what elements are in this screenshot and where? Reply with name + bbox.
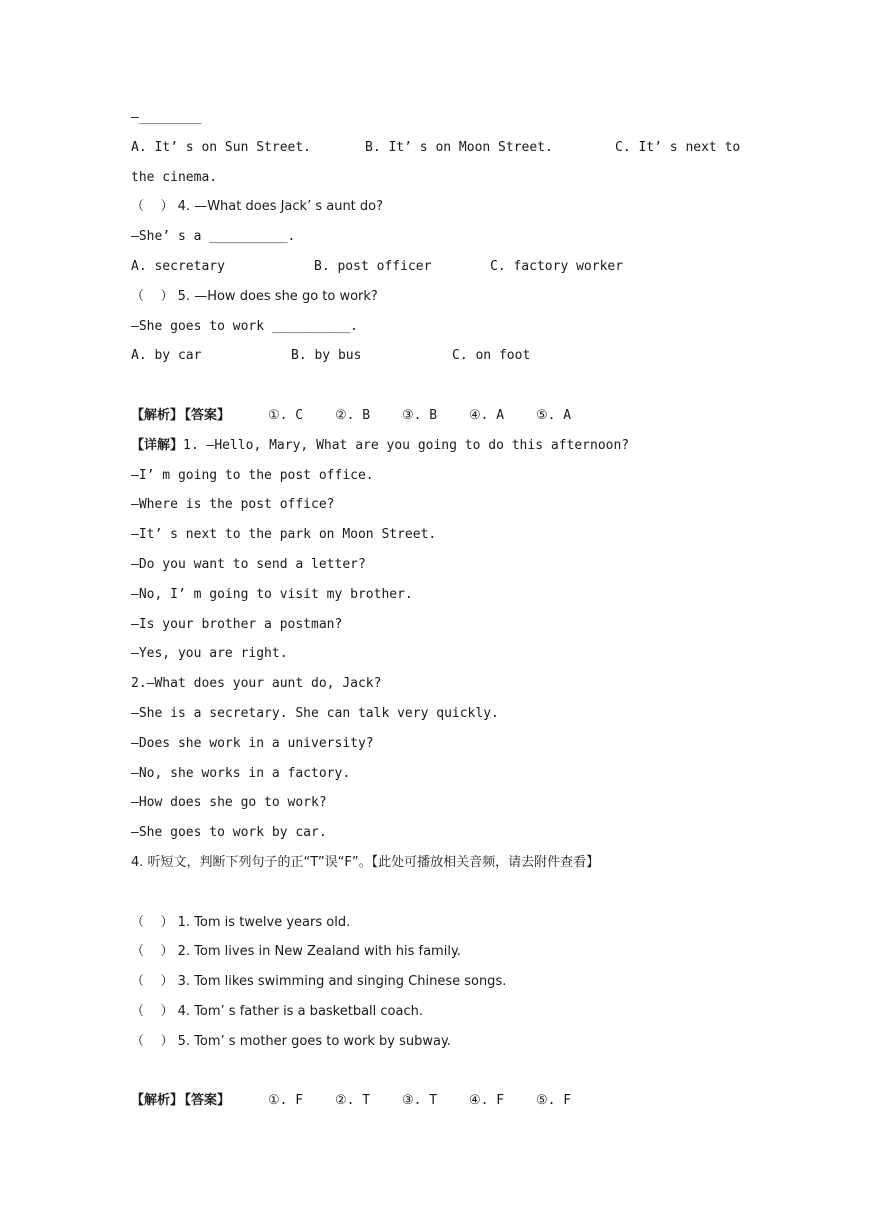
q4-option-b: B. post officer — [314, 258, 432, 274]
detail-line-13: —How does she go to work? — [131, 795, 327, 811]
detail-line-3: —Where is the post office? — [131, 497, 335, 513]
q3-options — [131, 133, 751, 163]
q3-option-c: C. It’ s next to — [615, 139, 741, 155]
analysis-label: 【解析】 — [131, 1093, 184, 1109]
detail-line-4: —It’ s next to the park on Moon Street. — [131, 527, 437, 543]
detail-text-1: 1. —Hello, Mary, What are you going to do this afternoon? — [183, 437, 630, 453]
section4-item-5: （ ） 5. Tom’ s mother goes to work by subway. — [131, 1033, 451, 1049]
q4-option-a: A. secretary — [131, 258, 225, 274]
detail-line-8: —Yes, you are right. — [131, 646, 288, 662]
q4-answer-line: —She’ s a __________. — [131, 229, 296, 245]
answer-1: ①. C — [267, 407, 304, 423]
answer-5: ⑤. F — [535, 1093, 572, 1109]
q5-options — [131, 341, 751, 371]
section4-item-1: （ ） 1. Tom is twelve years old. — [131, 914, 351, 930]
detail-line-11: —Does she work in a university? — [131, 735, 374, 751]
answer-4: ④. A — [468, 407, 505, 423]
q5-option-a: A. by car — [131, 348, 202, 364]
analysis-label: 【解析】 — [131, 407, 184, 423]
answer-label: 【答案】 — [177, 1093, 230, 1109]
q5-option-b: B. by bus — [291, 348, 362, 364]
answer-5: ⑤. A — [535, 407, 572, 423]
q3-option-b: B. It’ s on Moon Street. — [365, 139, 553, 155]
section4-item-2: （ ） 2. Tom lives in New Zealand with his family. — [131, 944, 461, 960]
q4-question: （ ） 4. —What does Jack’ s aunt do? — [131, 199, 384, 215]
section4-item-4: （ ） 4. Tom’ s father is a basketball coach. — [131, 1003, 423, 1019]
q4-option-c: C. factory worker — [490, 258, 624, 274]
q3-answer-line: —________ — [131, 110, 202, 125]
answer-2: ②. B — [334, 407, 371, 423]
detail-line-14: —She goes to work by car. — [131, 825, 327, 841]
q5-option-c: C. on foot — [452, 348, 531, 364]
detail-line-1 — [131, 431, 751, 461]
answer-3: ③. B — [401, 407, 438, 423]
q3-option-c-wrap: the cinema. — [131, 169, 218, 185]
detail-line-9: 2.—What does your aunt do, Jack? — [131, 676, 382, 692]
blank-spacer — [131, 878, 751, 908]
q5-question: （ ） 5. —How does she go to work? — [131, 288, 378, 304]
answer-2: ②. T — [334, 1093, 371, 1109]
answer-4: ④. F — [468, 1093, 505, 1109]
q4-options — [131, 252, 751, 282]
detail-line-6: —No, I’ m going to visit my brother. — [131, 586, 413, 602]
answer-label: 【答案】 — [177, 407, 230, 423]
detail-line-12: —No, she works in a factory. — [131, 765, 351, 781]
q5-answer-line: —She goes to work __________. — [131, 318, 358, 334]
section4-item-3: （ ） 3. Tom likes swimming and singing Chinese songs. — [131, 974, 507, 990]
detail-line-2: —I’ m going to the post office. — [131, 467, 374, 483]
answer-1: ①. F — [267, 1093, 304, 1109]
document-content — [131, 103, 751, 1116]
detail-line-7: —Is your brother a postman? — [131, 616, 343, 632]
detail-line-5: —Do you want to send a letter? — [131, 556, 366, 572]
answer-3: ③. T — [401, 1093, 438, 1109]
detail-line-10: —She is a secretary. She can talk very quickly. — [131, 705, 499, 721]
q3-option-a: A. It’ s on Sun Street. — [131, 139, 312, 155]
section4-instruction: 4. 听短文，判断下列句子的正“T”误“F”。【此处可播放相关音频，请去附件查看】 — [131, 854, 600, 870]
detail-label: 【详解】 — [131, 437, 184, 453]
